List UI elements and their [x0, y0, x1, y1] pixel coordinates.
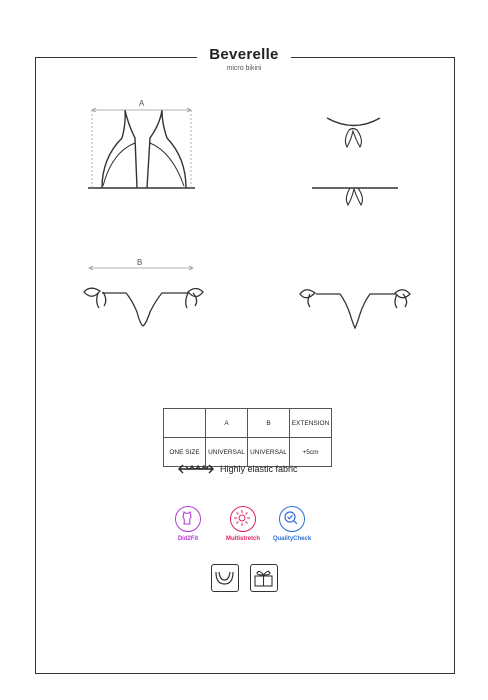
top-front-drawing [88, 110, 195, 188]
table-cell: UNIVERSAL [206, 438, 248, 467]
dimension-b-label: B [137, 258, 143, 267]
badge-did2fit [168, 506, 208, 542]
gift-box-icon [250, 564, 278, 592]
badge-multistretch [218, 506, 268, 542]
dimension-a-label: A [139, 99, 145, 108]
magnifier-check-icon [279, 506, 305, 532]
stretch-arrows-icon [178, 464, 214, 474]
table-header-cell: B [248, 409, 290, 438]
cup-outline-icon [211, 564, 239, 592]
table-header-cell: EXTENSION [290, 409, 332, 438]
badge-label: QualityCheck [272, 536, 312, 542]
table-row [164, 438, 332, 467]
bottom-back-drawing [300, 290, 410, 328]
top-back-drawing [312, 118, 398, 205]
body-fit-icon [175, 506, 201, 532]
fabric-text: Highly elastic fabric [220, 464, 298, 474]
badge-label: Multistretch [225, 536, 260, 542]
size-table [163, 408, 332, 467]
table-header-cell: A [206, 409, 248, 438]
table-header-row [164, 409, 332, 438]
table-cell: ONE SIZE [164, 438, 206, 467]
fabric-note [178, 464, 298, 474]
dimension-a [92, 108, 191, 188]
bottom-front-drawing [84, 288, 203, 326]
badge-label: Did2Fit [177, 536, 199, 542]
table-cell: UNIVERSAL [248, 438, 290, 467]
table-header-cell [164, 409, 206, 438]
table-cell: +5cm [290, 438, 332, 467]
product-subtitle: micro bikini [226, 65, 262, 72]
product-title: Beverelle [209, 46, 279, 63]
stretch-burst-icon [230, 506, 256, 532]
badge-qualitycheck [270, 506, 314, 542]
